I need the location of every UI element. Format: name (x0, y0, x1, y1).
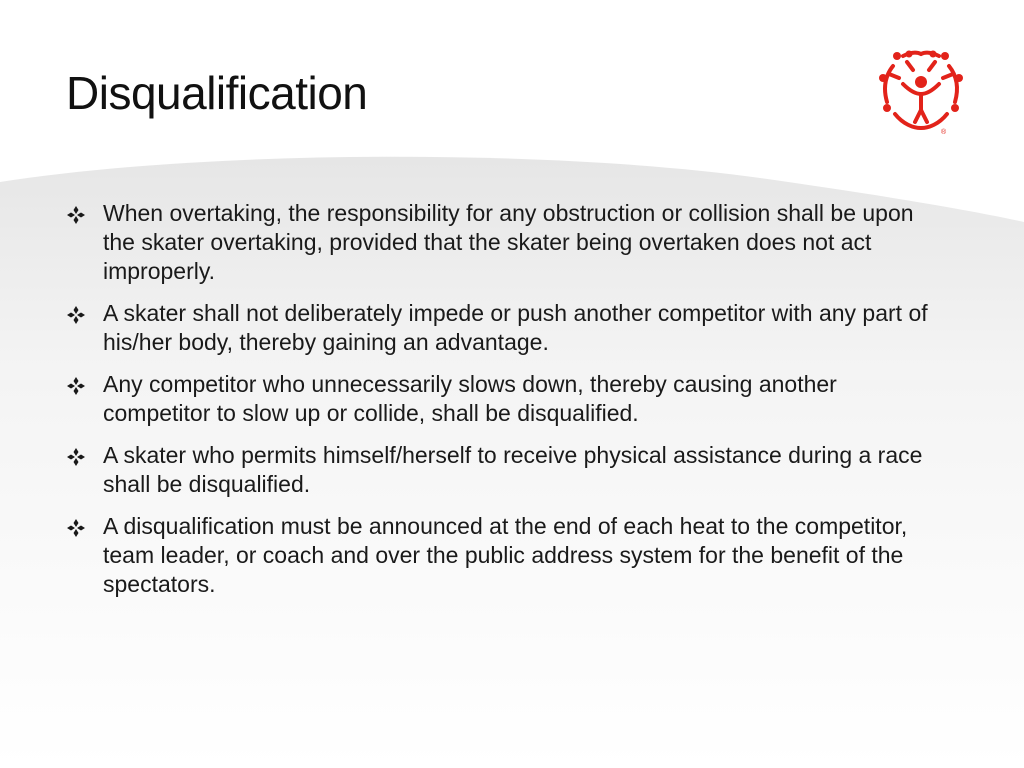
bullet-item (66, 441, 946, 499)
bullet-list (66, 199, 946, 612)
diamond-quad-bullet-icon (66, 205, 86, 225)
bullet-text: Any competitor who unnecessarily slows down, thereby causing another competitor to slow up or collide, shall be disqualified. (103, 371, 837, 426)
bullet-item (66, 370, 946, 428)
bullet-text: A skater shall not deliberately impede or push another competitor with any part of his/her body, thereby gaining an advantage. (103, 300, 928, 355)
special-olympics-logo-icon (873, 44, 969, 140)
diamond-quad-bullet-icon (66, 447, 86, 467)
bullet-item (66, 199, 946, 286)
bullet-text: When overtaking, the responsibility for any obstruction or collision shall be upon the skater overtaking, provided that the skater being overtaken does not act improperly. (103, 200, 914, 284)
diamond-quad-bullet-icon (66, 376, 86, 396)
bullet-text: A skater who permits himself/herself to receive physical assistance during a race shall be disqualified. (103, 442, 923, 497)
slide-title: Disqualification (66, 67, 368, 119)
diamond-quad-bullet-icon (66, 518, 86, 538)
diamond-quad-bullet-icon (66, 305, 86, 325)
bullet-text: A disqualification must be announced at the end of each heat to the competitor, team leader, or coach and over the public address system for the benefit of the spectators. (103, 513, 908, 597)
bullet-item (66, 512, 946, 599)
svg-text:®: ® (941, 129, 947, 136)
bullet-item (66, 299, 946, 357)
